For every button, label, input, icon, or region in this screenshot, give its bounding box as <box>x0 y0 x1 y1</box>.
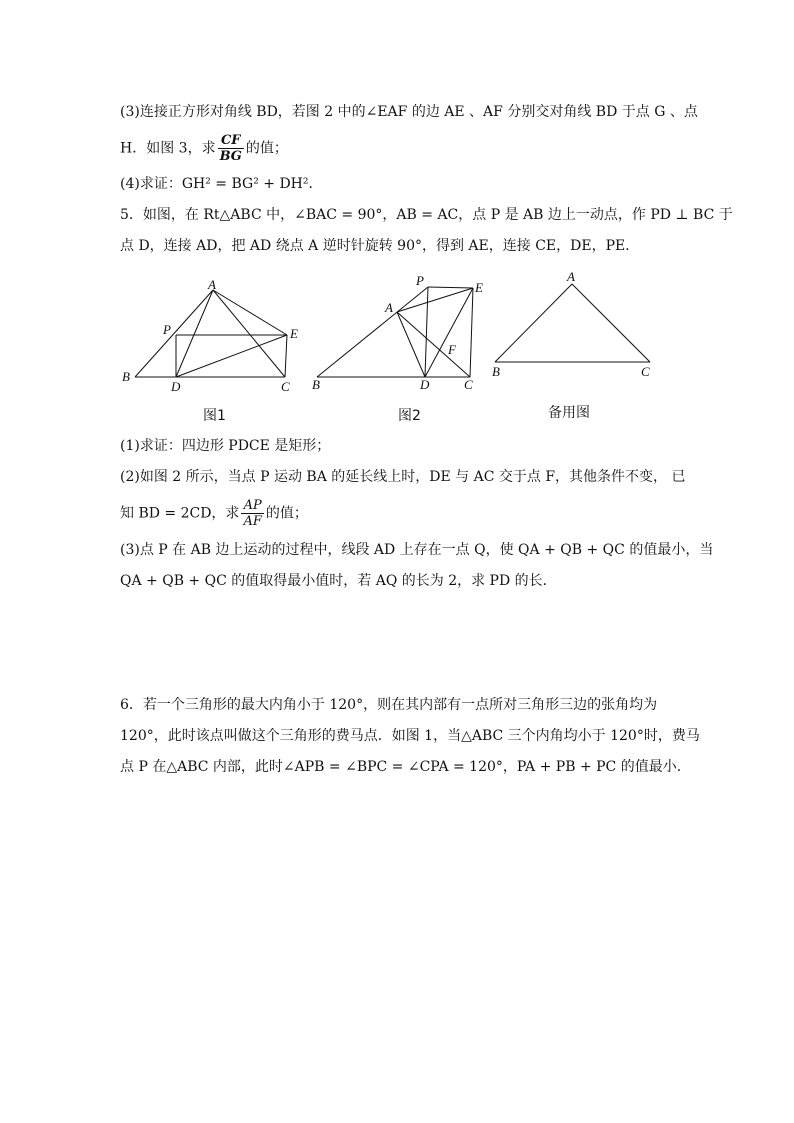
label-c: C <box>281 379 290 393</box>
fraction-cf-bg <box>218 133 244 164</box>
segment-ec <box>470 288 473 377</box>
q5-stem-line1: 5．如图，在 Rt△ABC 中，∠BAC = 90°，AB = AC，点 P 是 AB 边上一动点，作 PD ⊥ BC 于 <box>120 207 733 223</box>
q4-part3-suffix: 的值； <box>245 140 288 157</box>
figure-2 <box>305 272 495 392</box>
figure-1 <box>115 278 315 393</box>
segment-pe <box>428 287 473 288</box>
fraction-ap-af <box>241 498 263 529</box>
label-p: P <box>163 322 171 337</box>
q6-line3: 点 P 在△ABC 内部，此时∠APB = ∠BPC = ∠CPA = 120°，PA + PB + PC 的值最小． <box>120 759 691 775</box>
q5-part3-line1: (3)点 P 在 AB 边上运动的过程中，线段 AD 上存在一点 Q，使 QA + QB + QC 的值最小，当 <box>120 542 714 558</box>
fraction-denominator: AF <box>243 514 262 529</box>
label-e: E <box>290 326 298 341</box>
q5-part2-line2 <box>120 498 308 529</box>
label-e: E <box>475 280 483 295</box>
fraction-denominator: BG <box>219 149 242 164</box>
label-a: A <box>208 278 216 292</box>
q6-line2: 120°，此时该点叫做这个三角形的费马点．如图 1，当△ABC 三个内角均小于 120°时，费马 <box>120 728 700 744</box>
q4-part3-line2 <box>120 133 288 164</box>
segment-bp <box>317 287 428 377</box>
segment-ac <box>572 284 650 362</box>
segment-ad <box>176 290 213 377</box>
segment-ab <box>495 284 572 362</box>
segment-ac <box>397 312 470 377</box>
label-b: B <box>122 369 130 384</box>
segment-pd <box>425 287 428 377</box>
label-a: A <box>385 300 393 315</box>
q5-part2-suffix: 的值； <box>265 505 308 522</box>
segment-de <box>176 335 287 377</box>
fraction-numerator: AP <box>241 498 263 514</box>
segment-ec <box>285 335 287 377</box>
figure-2-caption: 图2 <box>398 408 421 424</box>
q5-stem-line2: 点 D，连接 AD，把 AD 绕点 A 逆时针旋转 90°，得到 AE，连接 CE，DE，PE． <box>120 238 640 254</box>
label-c: C <box>464 377 473 392</box>
label-b: B <box>312 377 320 392</box>
figure-1-caption: 图1 <box>203 408 226 424</box>
segment-ad <box>397 312 425 377</box>
label-d: D <box>171 379 181 393</box>
label-f: F <box>448 342 456 357</box>
q4-part4: (4)求证：GH² = BG² + DH²． <box>120 176 323 192</box>
label-p: P <box>416 273 424 288</box>
label-d: D <box>420 377 430 392</box>
label-a: A <box>567 269 575 284</box>
fraction-numerator: CF <box>218 133 244 149</box>
q4-part3-prefix: H．如图 3，求 <box>120 140 216 157</box>
q5-part2-line1: (2)如图 2 所示，当点 P 运动 BA 的延长线上时，DE 与 AC 交于点 F，其他条件不变， 已 <box>120 469 686 485</box>
segment-ae <box>213 290 287 335</box>
q4-part3-line1: (3)连接正方形对角线 BD，若图 2 中的∠EAF 的边 AE 、AF 分别交对角线 BD 于点 G 、点 <box>120 104 698 120</box>
q5-part1: (1)求证：四边形 PDCE 是矩形； <box>120 438 331 454</box>
q5-part2-prefix: 知 BD = 2CD，求 <box>120 505 240 522</box>
label-b: B <box>492 364 500 379</box>
label-c: C <box>641 364 650 379</box>
figure-spare-caption: 备用图 <box>548 405 590 421</box>
segment-ba <box>135 290 213 377</box>
q5-part3-line2: QA + QB + QC 的值取得最小值时，若 AQ 的长为 2，求 PD 的长． <box>120 573 557 589</box>
q6-line1: 6．若一个三角形的最大内角小于 120°，则在其内部有一点所对三角形三边的张角均为 <box>120 697 658 713</box>
segment-ac <box>213 290 285 377</box>
figure-spare <box>487 268 662 383</box>
